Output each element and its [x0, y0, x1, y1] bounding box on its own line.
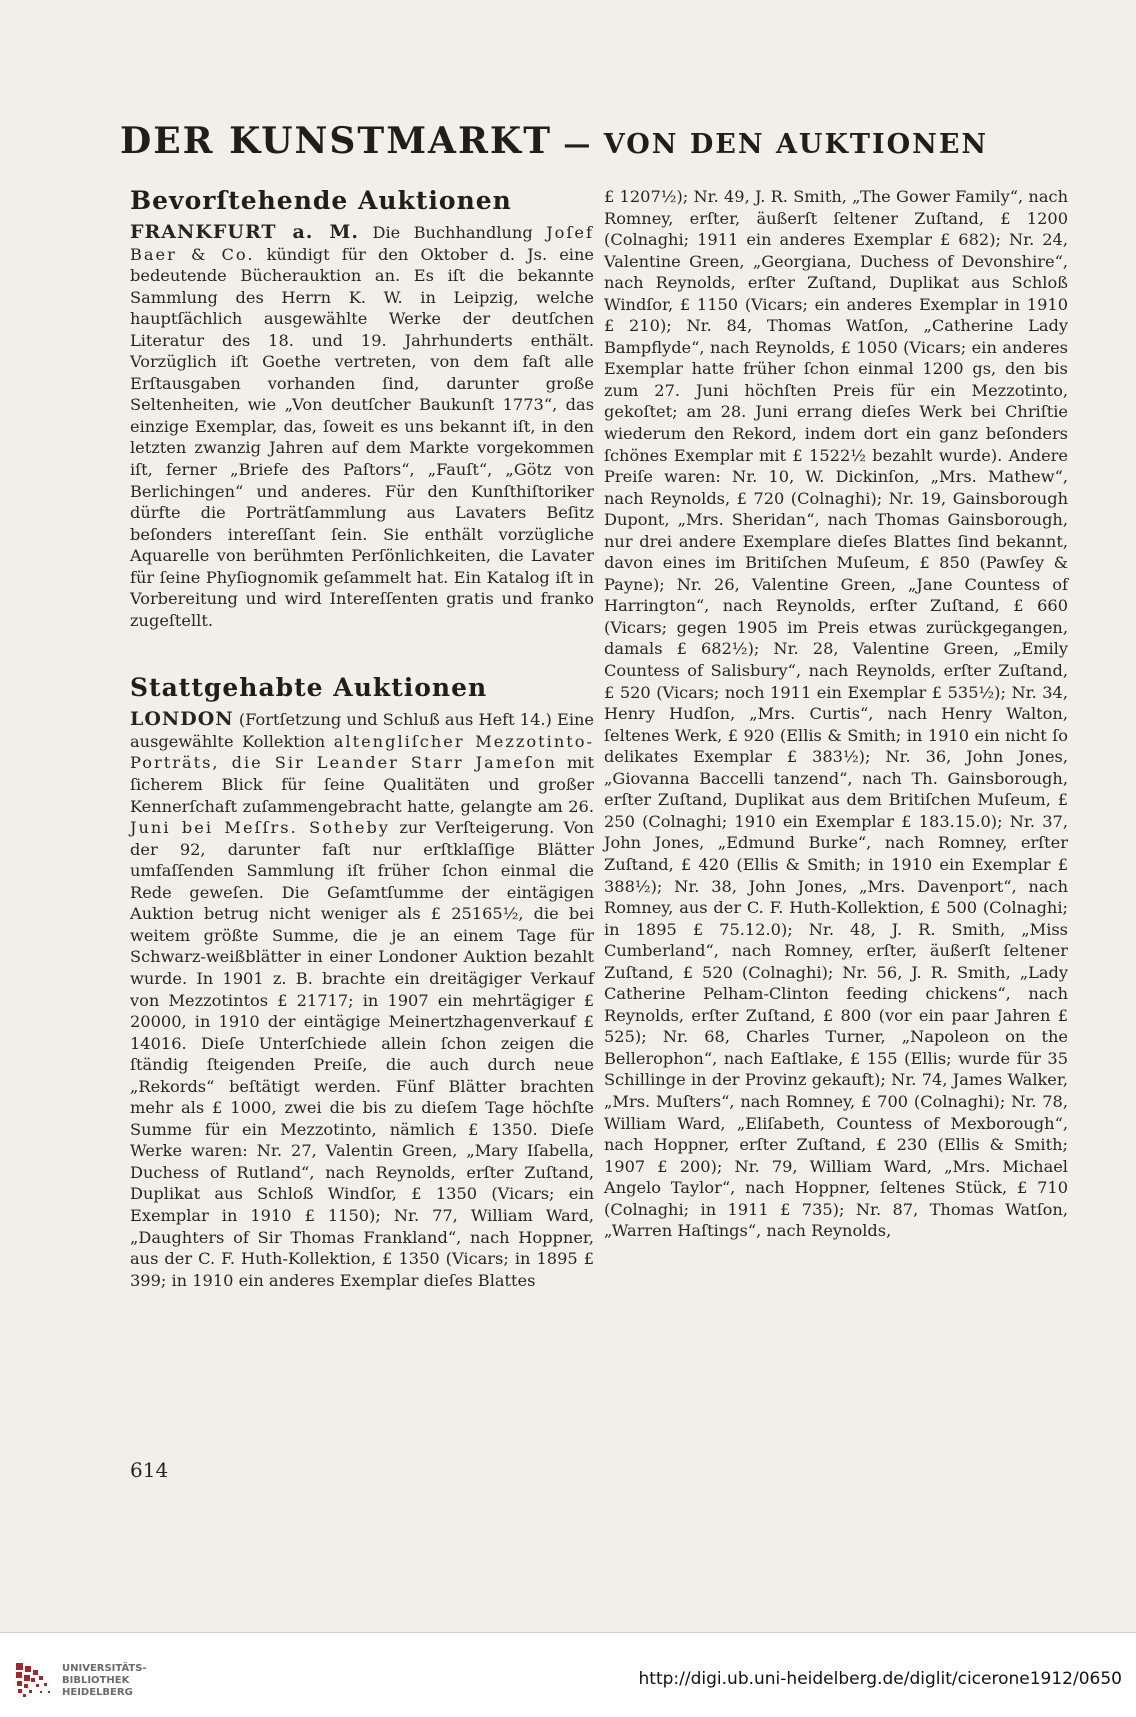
- page-number: 614: [130, 1458, 169, 1482]
- university-library-logo-icon: [14, 1661, 54, 1701]
- institution-line: UNIVERSITÄTS-: [62, 1663, 147, 1674]
- article-spaced-text: Joſef Baer & Co.: [130, 223, 594, 264]
- article-frankfurt: [130, 222, 594, 631]
- left-column: [130, 186, 594, 1291]
- page-title-main: DER KUNSTMARKT: [120, 120, 552, 162]
- right-column: [604, 186, 1068, 1242]
- section-heading-completed: Stattgehabte Auktionen: [130, 673, 488, 703]
- article-text: mit ſicherem Blick für ſeine Qualitäten und großer Kennerſchaft zuſammengebracht hatte, gelangte am 26.: [130, 753, 594, 816]
- city-london: LONDON: [130, 708, 234, 731]
- article-text: (Fortſetzung und Schluß aus Heft 14.) Eine ausgewählte Kollektion: [130, 710, 595, 751]
- institution-name: [62, 1663, 147, 1699]
- article-spaced-text: altengliſcher Mezzotinto-Porträts, die Sir Leander Starr Jameſon: [130, 731, 594, 773]
- page-title: [120, 120, 1040, 162]
- city-frankfurt: FRANKFURT a. M.: [130, 221, 359, 243]
- article-spaced-text: Juni bei Meſſrs. Sotheby: [130, 818, 390, 838]
- article-london-continued: £ 1207½); Nr. 49, J. R. Smith, „The Gower Family“, nach Romney, erſter, äußerſt ſeltener Zuſtand, £ 1200 (Colnaghi; 1911 ein anderes Exemplar £ 682); Nr. 24, Valentine Green, „Georgiana, Duchess of Devonshire“, nach Reynolds, erſter Zuſtand, Duplikat aus Schloß Windſor, £ 1150 (Vicars; ein anderes Exemplar in 1910 £ 210); Nr. 84, Thomas Watſon, „Catherine Lady Bampflyde“, nach Reynolds, £ 1050 (Vicars; ein anderes Exemplar hatte früher ſchon einmal 1200 gs, den bis zum 27. Juni höchſten Preis für ein Mezzotinto, gekoſtet; am 28. Juni errang dieſes Werk bei Chriſtie wiederum den Rekord, indem dort ein ganz beſonders ſchönes Exemplar mit £ 1522½ bezahlt wurde). Andere Preiſe waren: Nr. 10, W. Dickinſon, „Mrs. Mathew“, nach Reynolds, £ 720 (Colnaghi); Nr. 19, Gainsborough Dupont, „Mrs. Sheridan“, nach Thomas Gainsborough, nur drei andere Exemplare dieſes Blattes ſind bekannt, davon eines im Britiſchen Muſeum, £ 850 (Pawſey & Payne); Nr. 26, Valentine Green, „Jane Countess of Harrington“, nach Reynolds, erſter Zuſtand, £ 660 (Vicars; gegen 1905 im Preis etwas zurückgegangen, damals £ 682½); Nr. 28, Valentine Green, „Emily Countess of Salisbury“, nach Reynolds, erſter Zuſtand, £ 520 (Vicars; noch 1911 ein Exemplar £ 535½); Nr. 34, Henry Hudſon, „Mrs. Curtis“, nach Henry Walton, ſeltenes Werk, £ 920 (Ellis & Smith; in 1910 ein nicht ſo delikates Exemplar £ 383½); Nr. 36, John Jones, „Giovanna Baccelli tanzend“, nach Th. Gainsborough, erſter Zuſtand, Duplikat aus dem Britiſchen Muſeum, £ 250 (Colnaghi; 1910 ein Exemplar £ 183.15.0); Nr. 37, John Jones, „Edmund Burke“, nach Romney, erſter Zuſtand, £ 420 (Ellis & Smith; in 1910 ein Exemplar £ 388½); Nr. 38, John Jones, „Mrs. Davenport“, nach Romney, aus der C. F. Huth-Kollektion, £ 500 (Colnaghi; in 1895 £ 75.12.0); Nr. 48, J. R. Smith, „Miss Cumberland“, nach Romney, erſter, äußerſt ſeltener Zuſtand, £ 520 (Colnaghi); Nr. 56, J. R. Smith, „Lady Catherine Pelham-Clinton feeding chickens“, nach Reynolds, erſter Zuſtand, £ 800 (vor ein paar Jahren £ 525); Nr. 68, Charles Turner, „Napoleon on the Bellerophon“, nach Eaſtlake, £ 155 (Ellis; wurde für 35 Schillinge in der Provinz gekauft); Nr. 74, James Walker, „Mrs. Muſters“, nach Romney, £ 700 (Colnaghi); Nr. 78, William Ward, „Eliſabeth, Countess of Mexborough“, nach Hoppner, erſter Zuſtand, £ 230 (Ellis & Smith; 1907 £ 200); Nr. 79, William Ward, „Mrs. Michael Angelo Taylor“, nach Hoppner, ſeltenes Stück, £ 710 (Colnaghi; in 1911 £ 735); Nr. 87, Thomas Watſon, „Warren Haſtings“, nach Reynolds,: [604, 187, 1068, 1241]
- institution-line: BIBLIOTHEK: [62, 1675, 130, 1686]
- institution-line: HEIDELBERG: [62, 1687, 133, 1698]
- page-title-sub: VON DEN AUKTIONEN: [603, 129, 989, 160]
- section-heading-upcoming: Bevorſtehende Auktionen: [130, 186, 512, 215]
- article-london: [130, 709, 594, 1291]
- library-footer: [0, 1632, 1136, 1717]
- article-text: Die Buchhandlung: [359, 223, 547, 242]
- page-title-separator: —: [551, 129, 604, 160]
- source-url-link[interactable]: http://digi.ub.uni-heidelberg.de/diglit/cicerone1912/0650: [638, 1669, 1122, 1689]
- article-text: kündigt für den Oktober d. Js. eine bedeutende Bücherauktion an. Es iſt die bekannte Sammlung des Herrn K. W. in Leipzig, welche hauptſächlich ausgewählte Werke der deutſchen Literatur des 18. und 19. Jahrhunderts enthält. Vorzüglich iſt Goethe vertreten, von dem faſt alle Erſtausgaben vorhanden ſind, darunter große Seltenheiten, wie „Von deutſcher Baukunſt 1773“, das einzige Exemplar, das, ſoweit es uns bekannt iſt, in den letzten zwanzig Jahren auf dem Markte vorgekommen iſt, ferner „Briefe des Paſtors“, „Fauſt“, „Götz von Berlichingen“ und anderes. Für den Kunſthiſtoriker dürfte die Porträtſammlung aus Lavaters Beſitz beſonders intereſſant ſein. Sie enthält vorzügliche Aquarelle von berühmten Perſönlichkeiten, die Lavater für ſeine Phyſiognomik geſammelt hat. Ein Katalog iſt in Vorbereitung und wird Intereſſenten gratis und franko zugeſtellt.: [130, 244, 594, 630]
- article-text: zur Verſteigerung. Von der 92, darunter faſt nur erſtklaſſige Blätter umfaſſenden Sammlung iſt früher ſchon einmal die Rede geweſen. Die Geſamtſumme der eintägigen Auktion betrug nicht weniger als £ 25165½, die bei weitem größte Summe, die je an einem Tage für Schwarz-weißblätter in einer Londoner Auktion bezahlt wurde. In 1901 z. B. brachte ein dreitägiger Verkauf von Mezzotintos £ 21717; in 1907 ein mehrtägiger £ 20000, in 1910 der eintägige Meinertzhagenverkauf £ 14016. Dieſe Unterſchiede allein ſchon zeigen die ſtändig ſteigenden Preiſe, die auch durch neue „Rekords“ beſtätigt werden. Fünf Blätter brachten mehr als £ 1000, zwei die bis zu dieſem Tage höchſte Summe für ein Mezzotinto, nämlich £ 1350. Dieſe Werke waren: Nr. 27, Valentin Green, „Mary Iſabella, Duchess of Rutland“, nach Reynolds, erſter Zuſtand, Duplikat aus Schloß Windſor, £ 1350 (Vicars; ein Exemplar in 1910 £ 1150); Nr. 77, William Ward, „Daughters of Sir Thomas Frankland“, nach Hoppner, aus der C. F. Huth-Kollektion, £ 1350 (Vicars; in 1895 £ 399; in 1910 ein anderes Exemplar dieſes Blattes: [130, 818, 594, 1290]
